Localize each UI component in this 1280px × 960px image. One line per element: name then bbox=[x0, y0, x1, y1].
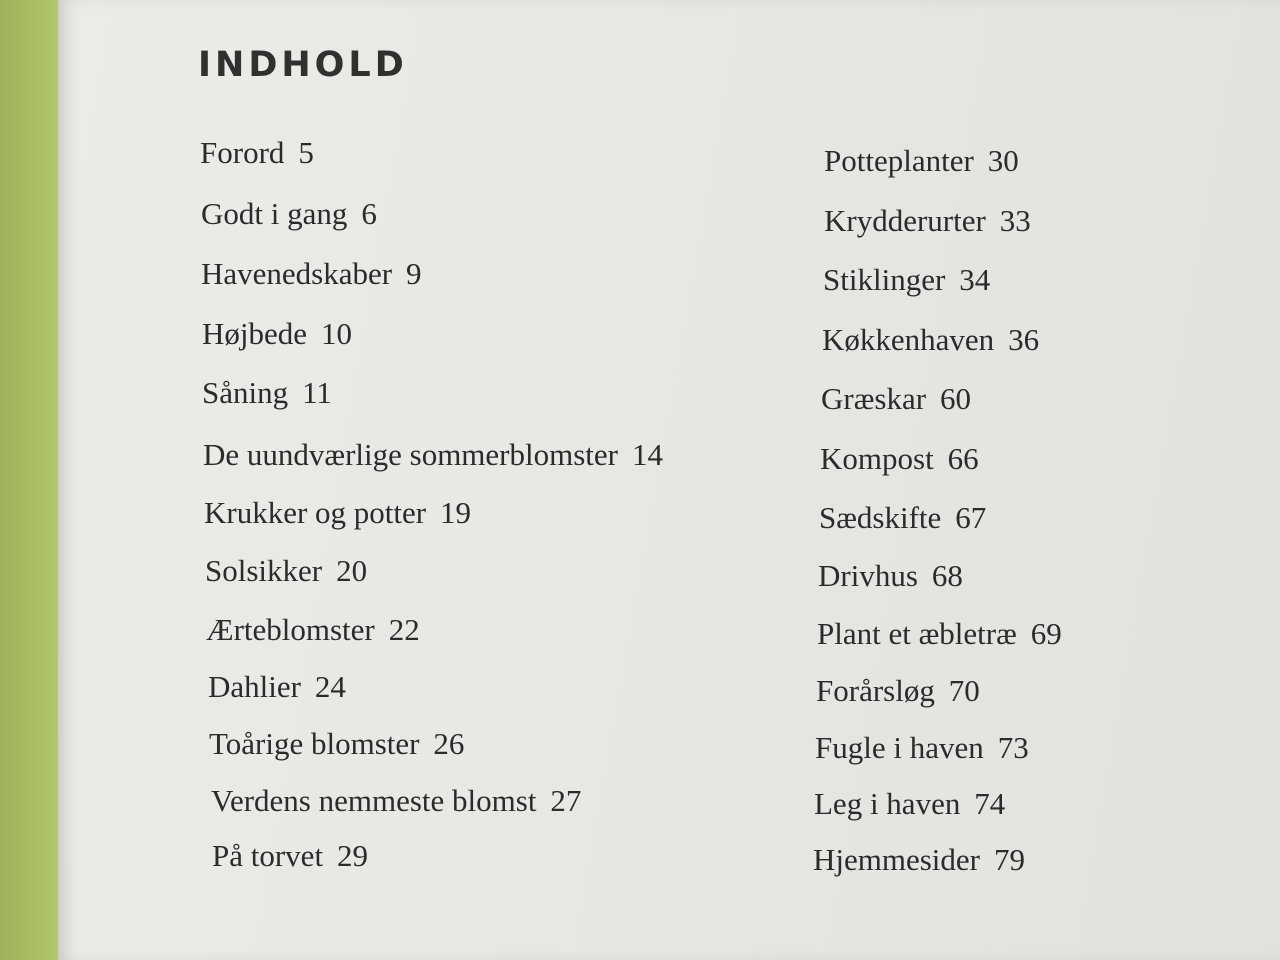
toc-entry bbox=[201, 198, 377, 229]
toc-entry-page: 20 bbox=[336, 553, 368, 588]
toc-entry-page: 69 bbox=[1030, 616, 1062, 651]
toc-entry bbox=[824, 145, 1019, 176]
toc-entry-title: Godt i gang bbox=[201, 196, 348, 231]
toc-entry-title: Hjemmesider bbox=[813, 842, 981, 877]
toc-entry bbox=[820, 443, 979, 474]
toc-entry-title: Stiklinger bbox=[823, 262, 946, 297]
toc-entry-title: Krukker og potter bbox=[204, 495, 427, 530]
toc-entry-page: 66 bbox=[947, 441, 979, 476]
toc-entry bbox=[813, 844, 1025, 875]
toc-entry bbox=[814, 788, 1005, 819]
toc-entry-page: 9 bbox=[406, 256, 422, 291]
toc-entry-title: Dahlier bbox=[208, 669, 301, 704]
toc-entry-page: 24 bbox=[314, 669, 346, 704]
toc-entry-page: 68 bbox=[931, 558, 963, 593]
toc-entry bbox=[204, 497, 471, 528]
toc-entry-title: Græskar bbox=[821, 381, 927, 416]
toc-entry bbox=[824, 205, 1031, 236]
toc-entry-title: Ærteblomster bbox=[206, 612, 375, 647]
toc-entry bbox=[818, 560, 963, 591]
toc-entry bbox=[823, 264, 990, 295]
toc-entry bbox=[202, 318, 352, 349]
toc-entry-title: Såning bbox=[202, 375, 289, 410]
toc-entry bbox=[212, 840, 368, 871]
toc-entry-title: Drivhus bbox=[818, 558, 918, 593]
toc-entry-title: Toårige blomster bbox=[209, 726, 420, 761]
toc-entry-page: 26 bbox=[433, 726, 465, 761]
toc-entry-page: 10 bbox=[320, 316, 352, 351]
toc-entry bbox=[206, 614, 420, 645]
toc-entry-page: 34 bbox=[959, 262, 991, 297]
toc-entry-page: 27 bbox=[550, 783, 582, 818]
toc-entry-title: Verdens nemmeste blomst bbox=[211, 783, 537, 818]
green-spine-edge bbox=[0, 0, 58, 960]
toc-entry bbox=[200, 137, 314, 168]
toc-entry-page: 67 bbox=[955, 500, 987, 535]
toc-entry bbox=[208, 671, 346, 702]
toc-entry-page: 33 bbox=[999, 203, 1031, 238]
toc-entry-page: 29 bbox=[337, 838, 368, 873]
toc-entry-title: Sædskifte bbox=[819, 500, 942, 535]
toc-entry-title: Køkkenhaven bbox=[822, 322, 995, 357]
toc-entry bbox=[205, 555, 367, 586]
toc-entry-page: 19 bbox=[440, 495, 472, 530]
toc-entry-title: Krydderurter bbox=[824, 203, 986, 238]
toc-entry-title: Plant et æbletræ bbox=[817, 616, 1017, 651]
toc-entry-title: Havenedskaber bbox=[201, 256, 393, 291]
toc-entry-page: 70 bbox=[948, 673, 980, 708]
toc-entry-title: Forord bbox=[200, 135, 285, 170]
toc-entry-title: Kompost bbox=[820, 441, 934, 476]
toc-entry-title: På torvet bbox=[212, 838, 324, 873]
toc-entry bbox=[202, 377, 332, 408]
toc-entry bbox=[817, 618, 1062, 649]
toc-entry bbox=[211, 785, 581, 816]
toc-entry-page: 5 bbox=[298, 135, 314, 170]
toc-entry bbox=[816, 675, 980, 706]
toc-entry-page: 73 bbox=[997, 730, 1029, 765]
toc-entry bbox=[815, 732, 1029, 763]
toc-entry-title: Fugle i haven bbox=[815, 730, 984, 765]
toc-entry-title: De uundværlige sommerblomster bbox=[203, 437, 618, 472]
toc-entry bbox=[822, 324, 1039, 355]
toc-entry-title: Leg i haven bbox=[814, 786, 961, 821]
toc-entry-title: Forårsløg bbox=[816, 673, 935, 708]
toc-entry-title: Højbede bbox=[202, 316, 308, 351]
toc-entry-page: 74 bbox=[974, 786, 1006, 821]
toc-entry bbox=[201, 258, 422, 289]
toc-heading: INDHOLD bbox=[198, 45, 408, 85]
toc-entry bbox=[819, 502, 986, 533]
toc-entry-page: 6 bbox=[361, 196, 377, 231]
toc-entry bbox=[821, 383, 971, 414]
toc-entry-page: 79 bbox=[993, 842, 1025, 877]
toc-entry-title: Potteplanter bbox=[824, 143, 974, 178]
toc-entry bbox=[203, 439, 663, 470]
toc-entry-page: 14 bbox=[631, 437, 663, 472]
toc-entry bbox=[209, 728, 464, 759]
toc-entry-title: Solsikker bbox=[205, 553, 323, 588]
toc-entry-page: 11 bbox=[302, 375, 332, 410]
toc-entry-page: 22 bbox=[388, 612, 420, 647]
toc-entry-page: 36 bbox=[1008, 322, 1040, 357]
toc-entry-page: 30 bbox=[987, 143, 1019, 178]
toc-entry-page: 60 bbox=[939, 381, 971, 416]
